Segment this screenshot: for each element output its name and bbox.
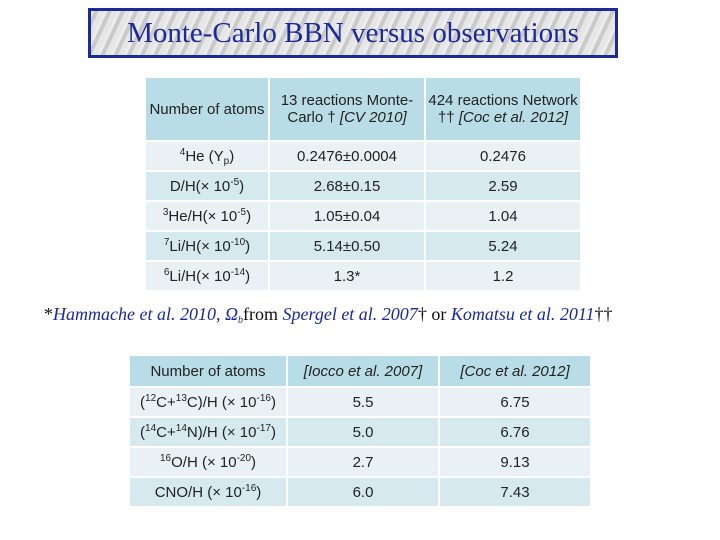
network-value: 0.2476: [426, 142, 580, 170]
mass-number: 6: [163, 266, 170, 278]
iocco-value: 2.7: [288, 448, 438, 476]
mass-number: 12: [145, 392, 157, 404]
species-label: He/H(× 10: [168, 207, 238, 225]
species-label: D/H(× 10: [169, 177, 231, 195]
omega-subscript: b: [238, 315, 243, 326]
monte-carlo-value: 1.05±0.04: [270, 202, 424, 230]
paren: (: [140, 393, 146, 411]
species-cell: [146, 232, 268, 260]
species-label: O/H (× 10: [171, 453, 237, 471]
double-dagger-symbol: ††: [594, 304, 613, 324]
species-cell: [130, 448, 286, 476]
footnote-komatsu: Komatsu et al. 2011: [450, 304, 595, 324]
species-cell: [146, 142, 268, 170]
exponent: -5: [237, 206, 247, 218]
coc-value: 9.13: [440, 448, 590, 476]
footnote-hammache: Hammache et al. 2010,: [53, 304, 225, 324]
header-network-text: 424 reactions Network ††: [428, 92, 578, 126]
table-row: [130, 388, 590, 416]
header-network-ref: [Coc et al. 2012]: [458, 109, 569, 126]
coc-value: 6.76: [440, 418, 590, 446]
mass-number: 14: [145, 422, 157, 434]
species-subscript: p: [223, 155, 230, 167]
dagger-symbol: †: [417, 304, 427, 324]
species-cell: [130, 478, 286, 506]
footnote: [44, 304, 612, 325]
exponent: -14: [230, 266, 246, 278]
species-label: He (Y: [185, 147, 224, 165]
table-header-row: [146, 78, 580, 140]
network-value: 1.04: [426, 202, 580, 230]
header-iocco: [Iocco et al. 2007]: [288, 356, 438, 386]
paren: (: [140, 423, 146, 441]
header-monte-carlo-ref: [CV 2010]: [339, 109, 407, 126]
species-end: ): [229, 147, 235, 165]
species-label: CNO/H (× 10: [154, 483, 242, 501]
species-cell: [146, 202, 268, 230]
mass-number: 16: [159, 452, 172, 464]
footnote-or: or: [426, 304, 451, 324]
table-row: [146, 172, 580, 200]
species-label: C)/H (× 10: [186, 393, 257, 411]
exponent: -5: [230, 176, 240, 188]
header-number-of-atoms: Number of atoms: [146, 78, 268, 140]
header-number-of-atoms: Number of atoms: [130, 356, 286, 386]
network-value: 1.2: [426, 262, 580, 290]
table-row: [130, 448, 590, 476]
title-banner: [88, 8, 618, 58]
species-end: ): [245, 267, 251, 285]
exponent: -10: [230, 236, 246, 248]
species-end: ): [251, 453, 257, 471]
species-end: ): [239, 177, 245, 195]
mass-number: 3: [162, 206, 169, 218]
species-label: C+: [156, 393, 176, 411]
table-row: [146, 142, 580, 170]
monte-carlo-value: 2.68±0.15: [270, 172, 424, 200]
cno-comparison-table: [128, 354, 592, 508]
iocco-value: 6.0: [288, 478, 438, 506]
exponent: -16: [241, 482, 257, 494]
table-row: [130, 478, 590, 506]
species-label: N)/H (× 10: [186, 423, 257, 441]
species-label: C+: [156, 423, 176, 441]
species-cell: [130, 418, 286, 446]
table-row: [130, 418, 590, 446]
species-label: Li/H(× 10: [169, 237, 231, 255]
species-end: ): [245, 237, 251, 255]
species-end: ): [246, 207, 252, 225]
omega-symbol: Ω: [224, 304, 238, 324]
species-cell: [130, 388, 286, 416]
species-end: ): [256, 483, 262, 501]
network-value: 2.59: [426, 172, 580, 200]
page-title: Monte-Carlo BBN versus observations: [127, 16, 579, 49]
species-label: Li/H(× 10: [169, 267, 231, 285]
mass-number: 7: [163, 236, 170, 248]
table-row: [146, 232, 580, 260]
exponent: -20: [236, 452, 252, 464]
species-cell: [146, 262, 268, 290]
monte-carlo-value: 1.3*: [270, 262, 424, 290]
species-cell: [146, 172, 268, 200]
footnote-spergel: Spergel et al. 2007: [282, 304, 418, 324]
coc-value: 6.75: [440, 388, 590, 416]
table-row: [146, 262, 580, 290]
header-network: [426, 78, 580, 140]
header-monte-carlo-text: 13 reactions Monte-Carlo †: [280, 92, 414, 126]
footnote-star: *: [44, 304, 53, 324]
header-coc: [Coc et al. 2012]: [440, 356, 590, 386]
mass-number: 13: [175, 392, 187, 404]
mass-number: 4: [179, 146, 186, 158]
monte-carlo-value: 0.2476±0.0004: [270, 142, 424, 170]
mass-number: 14: [175, 422, 187, 434]
iocco-value: 5.0: [288, 418, 438, 446]
bbn-comparison-table: [144, 76, 582, 292]
header-monte-carlo: [270, 78, 424, 140]
network-value: 5.24: [426, 232, 580, 260]
species-end: ): [270, 423, 276, 441]
table-header-row: [130, 356, 590, 386]
exponent: -16: [256, 392, 271, 404]
footnote-from: from: [243, 304, 283, 324]
species-end: ): [270, 393, 276, 411]
coc-value: 7.43: [440, 478, 590, 506]
monte-carlo-value: 5.14±0.50: [270, 232, 424, 260]
table-row: [146, 202, 580, 230]
exponent: -17: [256, 422, 271, 434]
iocco-value: 5.5: [288, 388, 438, 416]
